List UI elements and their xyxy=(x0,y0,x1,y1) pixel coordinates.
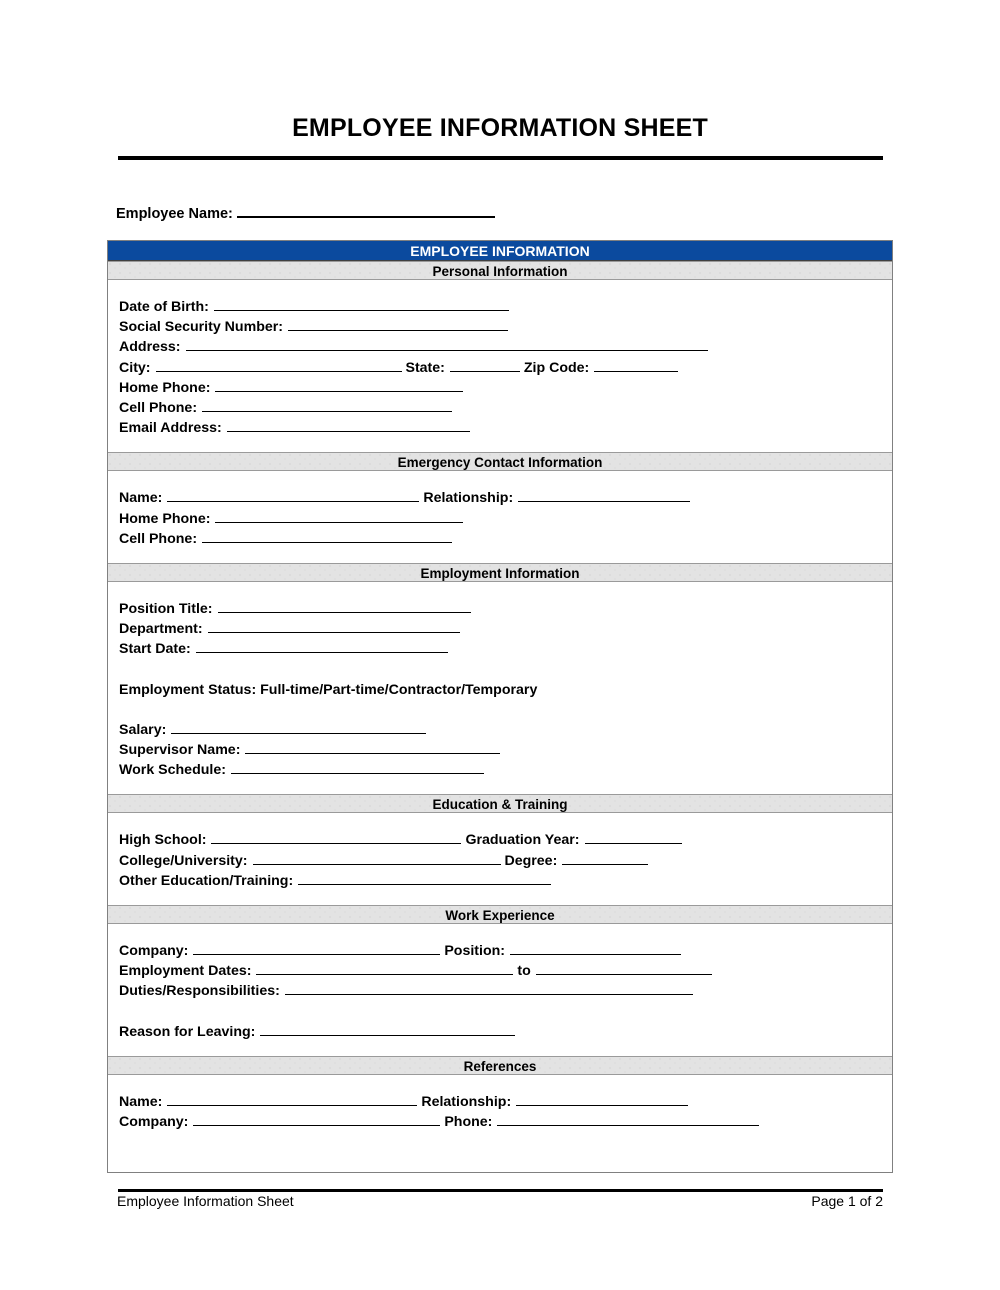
form-field-row xyxy=(119,740,892,760)
form-field-row xyxy=(119,398,892,418)
employee-name-label: Employee Name: xyxy=(116,206,233,222)
field-blank[interactable] xyxy=(288,318,508,331)
footer-page-number: Page 1 of 2 xyxy=(811,1193,883,1209)
form-field-row xyxy=(119,509,892,529)
field-label: Home Phone: xyxy=(119,510,211,527)
employee-name-field-row xyxy=(116,203,495,222)
field-label: Work Schedule: xyxy=(119,762,226,779)
field-blank[interactable] xyxy=(156,359,402,372)
form-field-row xyxy=(119,619,892,639)
field-label: Reason for Leaving: xyxy=(119,1023,256,1040)
table-main-header: EMPLOYEE INFORMATION xyxy=(108,241,892,261)
field-blank[interactable] xyxy=(285,982,693,995)
section-body xyxy=(108,582,892,794)
field-blank[interactable] xyxy=(510,942,681,955)
section-heading: References xyxy=(108,1056,892,1075)
form-field-row xyxy=(119,981,892,1001)
field-blank[interactable] xyxy=(202,530,452,543)
section-body xyxy=(108,280,892,452)
field-label: Department: xyxy=(119,621,203,638)
field-blank[interactable] xyxy=(186,338,708,351)
section-body xyxy=(108,924,892,1056)
field-label: City: xyxy=(119,359,151,376)
field-label: State: xyxy=(405,359,445,376)
field-label: Position: xyxy=(444,943,506,960)
footer-document-name: Employee Information Sheet xyxy=(117,1193,294,1209)
field-label: Degree: xyxy=(504,852,558,869)
field-blank[interactable] xyxy=(562,852,648,865)
field-label: College/University: xyxy=(119,852,248,869)
field-label: Employment Dates: xyxy=(119,963,252,980)
field-blank[interactable] xyxy=(227,419,470,432)
field-label: Name: xyxy=(119,490,163,507)
field-blank[interactable] xyxy=(202,399,452,412)
field-label: Cell Phone: xyxy=(119,530,198,547)
field-label: Company: xyxy=(119,1114,189,1131)
section-heading: Education & Training xyxy=(108,794,892,813)
field-blank[interactable] xyxy=(450,359,520,372)
section-body xyxy=(108,813,892,905)
employee-information-table xyxy=(107,240,893,1173)
section-heading: Work Experience xyxy=(108,905,892,924)
field-label: Supervisor Name: xyxy=(119,742,241,759)
table-sections xyxy=(108,261,892,1172)
field-blank[interactable] xyxy=(518,489,690,502)
field-label: Salary: xyxy=(119,721,167,738)
form-field-row xyxy=(119,871,892,891)
field-blank[interactable] xyxy=(585,831,682,844)
field-blank[interactable] xyxy=(253,852,501,865)
field-label: Employment Status: Full-time/Part-time/Contractor/Temporary xyxy=(119,681,538,698)
form-field-row xyxy=(119,760,892,780)
form-field-row xyxy=(119,599,892,619)
form-field-row xyxy=(119,851,892,871)
field-label: Start Date: xyxy=(119,641,191,658)
field-blank[interactable] xyxy=(215,379,463,392)
line-spacer xyxy=(119,700,892,720)
line-spacer xyxy=(119,660,892,680)
field-label: Phone: xyxy=(444,1114,493,1131)
form-field-row xyxy=(119,639,892,659)
form-field-row xyxy=(119,358,892,378)
field-blank[interactable] xyxy=(536,962,712,975)
field-label: Duties/Responsibilities: xyxy=(119,983,280,1000)
field-blank[interactable] xyxy=(594,359,678,372)
section-trailing-space xyxy=(119,1132,892,1158)
form-field-row xyxy=(119,297,892,317)
field-blank[interactable] xyxy=(214,298,509,311)
section-heading: Emergency Contact Information xyxy=(108,452,892,471)
field-blank[interactable] xyxy=(196,640,448,653)
section-heading: Employment Information xyxy=(108,563,892,582)
field-blank[interactable] xyxy=(208,620,460,633)
form-field-row xyxy=(119,961,892,981)
form-field-row xyxy=(119,720,892,740)
form-field-row xyxy=(119,317,892,337)
section-heading: Personal Information xyxy=(108,261,892,280)
field-label: Company: xyxy=(119,943,189,960)
field-blank[interactable] xyxy=(167,489,419,502)
field-blank[interactable] xyxy=(193,942,440,955)
footer-divider xyxy=(118,1189,883,1192)
field-label: Relationship: xyxy=(421,1093,512,1110)
title-divider xyxy=(118,156,883,160)
field-blank[interactable] xyxy=(215,510,463,523)
field-label: Name: xyxy=(119,1093,163,1110)
field-label: Relationship: xyxy=(423,490,514,507)
section-body xyxy=(108,471,892,563)
line-spacer xyxy=(119,1002,892,1022)
field-label: Cell Phone: xyxy=(119,400,198,417)
field-label: Other Education/Training: xyxy=(119,872,294,889)
field-blank[interactable] xyxy=(298,872,551,885)
form-field-row xyxy=(119,1112,892,1132)
field-blank[interactable] xyxy=(256,962,513,975)
form-field-row xyxy=(119,1092,892,1112)
field-label: Social Security Number: xyxy=(119,319,283,336)
field-label: Address: xyxy=(119,339,181,356)
form-field-row xyxy=(119,529,892,549)
form-field-row xyxy=(119,337,892,357)
field-blank[interactable] xyxy=(193,1113,440,1126)
form-field-row xyxy=(119,1022,892,1042)
field-blank[interactable] xyxy=(260,1023,515,1036)
field-label: Email Address: xyxy=(119,420,222,437)
form-field-row xyxy=(119,680,892,700)
employee-name-blank[interactable] xyxy=(237,203,495,218)
field-label: Zip Code: xyxy=(523,359,590,376)
field-blank[interactable] xyxy=(171,721,426,734)
field-label: Date of Birth: xyxy=(119,299,209,315)
field-label: High School: xyxy=(119,832,207,849)
field-blank[interactable] xyxy=(245,741,500,754)
form-field-row xyxy=(119,378,892,398)
field-blank[interactable] xyxy=(167,1093,417,1106)
form-field-row xyxy=(119,941,892,961)
form-field-row xyxy=(119,830,892,850)
field-blank[interactable] xyxy=(497,1113,759,1126)
field-label: Position Title: xyxy=(119,601,213,618)
form-field-row xyxy=(119,488,892,508)
field-blank[interactable] xyxy=(211,831,461,844)
field-label: Graduation Year: xyxy=(465,832,580,849)
field-blank[interactable] xyxy=(218,600,471,613)
field-blank[interactable] xyxy=(516,1093,688,1106)
field-label: to xyxy=(517,963,531,980)
page-title: EMPLOYEE INFORMATION SHEET xyxy=(292,114,708,142)
form-field-row xyxy=(119,418,892,438)
field-blank[interactable] xyxy=(231,761,484,774)
section-body xyxy=(108,1075,892,1172)
field-label: Home Phone: xyxy=(119,379,211,396)
